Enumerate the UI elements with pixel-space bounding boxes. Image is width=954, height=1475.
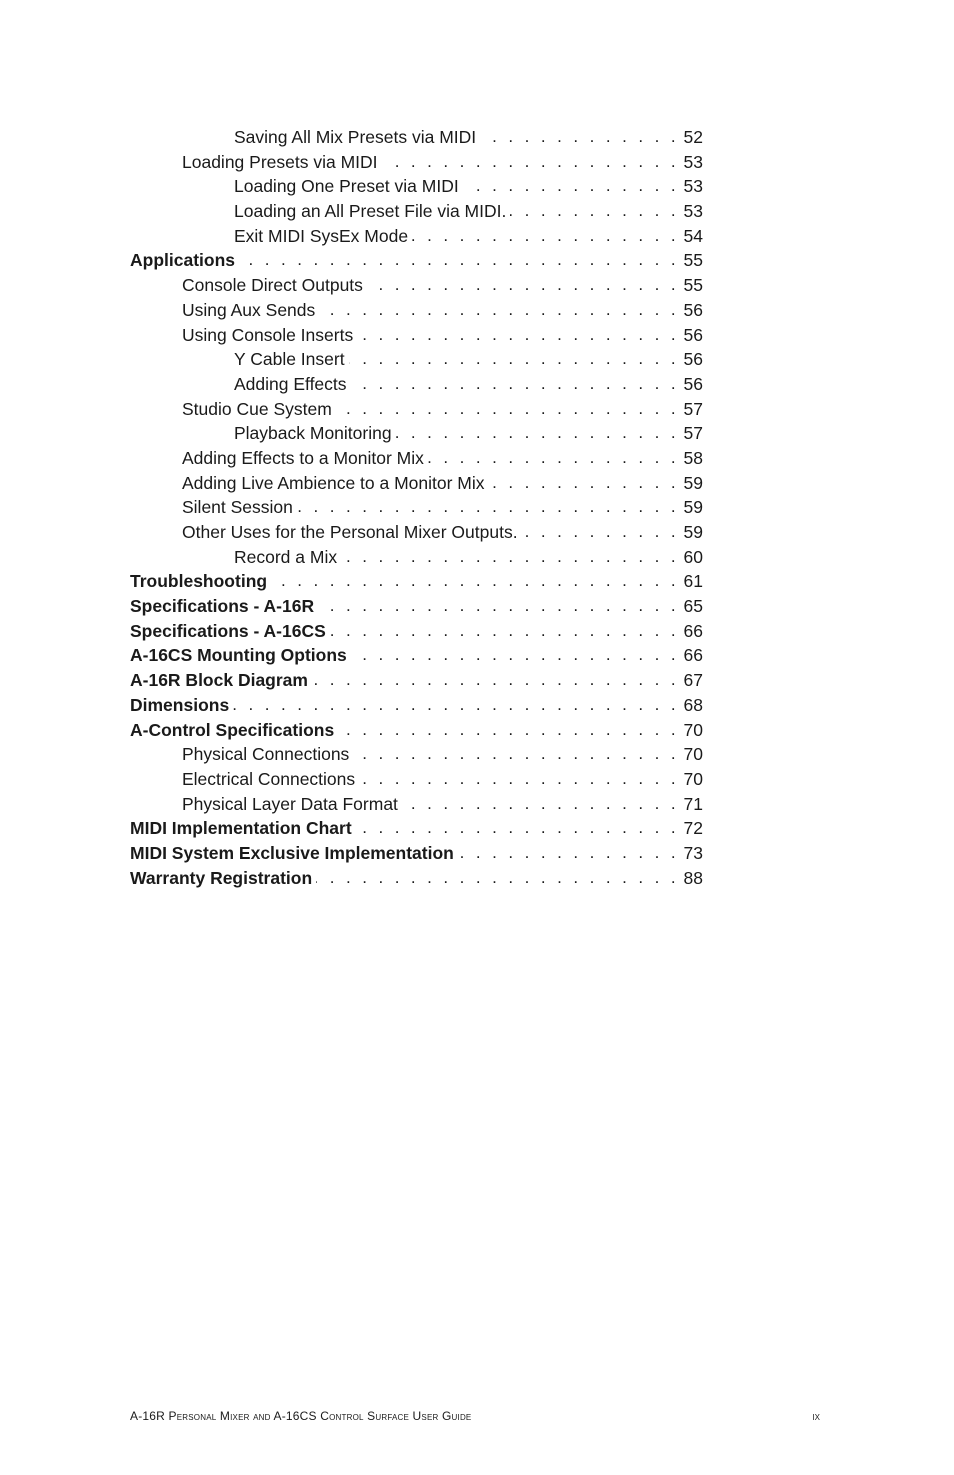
dot-leader — [367, 273, 679, 298]
toc-entry-title: Using Console Inserts — [182, 323, 357, 348]
toc-entry-title: A-16R Block Diagram — [130, 668, 312, 693]
toc-entry[interactable] — [130, 594, 703, 619]
dot-leader — [382, 150, 679, 175]
toc-entry-page-number: 56 — [679, 298, 703, 323]
toc-entry[interactable] — [130, 248, 703, 273]
toc-entry-page-number: 73 — [679, 841, 703, 866]
toc-entry-title: Adding Effects — [234, 372, 351, 397]
dot-leader — [233, 693, 679, 718]
toc-entry-title: Dimensions — [130, 693, 233, 718]
toc-entry[interactable] — [130, 298, 703, 323]
toc-entry-title: Warranty Registration — [130, 866, 316, 891]
toc-entry-page-number: 59 — [679, 495, 703, 520]
toc-entry[interactable] — [130, 742, 703, 767]
dot-leader — [351, 643, 679, 668]
toc-entry-page-number: 53 — [679, 174, 703, 199]
dot-leader — [357, 323, 679, 348]
toc-entry-page-number: 58 — [679, 446, 703, 471]
dot-leader — [359, 767, 679, 792]
toc-entry[interactable] — [130, 619, 703, 644]
toc-entry-title: Loading Presets via MIDI — [182, 150, 382, 175]
toc-entry-page-number: 67 — [679, 668, 703, 693]
dot-leader — [316, 866, 679, 891]
toc-entry-page-number: 68 — [679, 693, 703, 718]
toc-entry-page-number: 56 — [679, 372, 703, 397]
dot-leader — [522, 520, 679, 545]
toc-entry-page-number: 66 — [679, 619, 703, 644]
toc-entry[interactable] — [130, 520, 703, 545]
toc-entry-title: A-Control Specifications — [130, 718, 338, 743]
dot-leader — [402, 792, 679, 817]
toc-entry-page-number: 65 — [679, 594, 703, 619]
toc-entry-title: Y Cable Insert — [234, 347, 349, 372]
toc-entry-title: Other Uses for the Personal Mixer Outputs. — [182, 520, 522, 545]
toc-entry[interactable] — [130, 421, 703, 446]
dot-leader — [330, 619, 679, 644]
dot-leader — [349, 347, 679, 372]
toc-entry-page-number: 70 — [679, 718, 703, 743]
dot-leader — [336, 397, 679, 422]
toc-entry[interactable] — [130, 718, 703, 743]
dot-leader — [510, 199, 679, 224]
toc-entry[interactable] — [130, 446, 703, 471]
toc-entry-title: Physical Connections — [182, 742, 353, 767]
toc-entry[interactable] — [130, 125, 703, 150]
dot-leader — [318, 594, 679, 619]
toc-entry-title: Saving All Mix Presets via MIDI — [234, 125, 480, 150]
toc-entry-title: Console Direct Outputs — [182, 273, 367, 298]
toc-entry-page-number: 52 — [679, 125, 703, 150]
toc-entry-title: Specifications - A-16R — [130, 594, 318, 619]
dot-leader — [271, 569, 679, 594]
toc-entry-title: Physical Layer Data Format — [182, 792, 402, 817]
dot-leader — [396, 421, 679, 446]
toc-entry[interactable] — [130, 224, 703, 249]
toc-entry[interactable] — [130, 767, 703, 792]
toc-entry[interactable] — [130, 841, 703, 866]
toc-entry[interactable] — [130, 816, 703, 841]
toc-entry[interactable] — [130, 397, 703, 422]
toc-entry-page-number: 71 — [679, 792, 703, 817]
dot-leader — [297, 495, 679, 520]
dot-leader — [428, 446, 679, 471]
page-footer — [130, 1409, 820, 1427]
footer-page-number: ix — [812, 1409, 820, 1423]
toc-entry[interactable] — [130, 273, 703, 298]
dot-leader — [338, 718, 679, 743]
toc-entry[interactable] — [130, 792, 703, 817]
toc-entry-title: MIDI System Exclusive Implementation — [130, 841, 458, 866]
toc-entry-title: Playback Monitoring — [234, 421, 396, 446]
toc-entry-page-number: 72 — [679, 816, 703, 841]
toc-entry-page-number: 88 — [679, 866, 703, 891]
toc-entry[interactable] — [130, 569, 703, 594]
toc-entry-title: Applications — [130, 248, 239, 273]
toc-entry-page-number: 55 — [679, 248, 703, 273]
dot-leader — [351, 372, 679, 397]
toc-entry-title: Loading an All Preset File via MIDI. — [234, 199, 510, 224]
dot-leader — [239, 248, 679, 273]
toc-entry-page-number: 54 — [679, 224, 703, 249]
toc-entry[interactable] — [130, 471, 703, 496]
toc-entry-title: MIDI Implementation Chart — [130, 816, 356, 841]
toc-entry[interactable] — [130, 545, 703, 570]
dot-leader — [312, 668, 679, 693]
table-of-contents — [130, 125, 703, 890]
toc-entry-page-number: 61 — [679, 569, 703, 594]
toc-entry-page-number: 59 — [679, 471, 703, 496]
toc-entry-title: Silent Session — [182, 495, 297, 520]
toc-entry-page-number: 56 — [679, 347, 703, 372]
toc-entry[interactable] — [130, 199, 703, 224]
toc-entry-page-number: 53 — [679, 199, 703, 224]
toc-entry[interactable] — [130, 495, 703, 520]
toc-entry-page-number: 59 — [679, 520, 703, 545]
toc-entry-page-number: 70 — [679, 767, 703, 792]
footer-document-title: A-16R Personal Mixer and A-16CS Control Surface User Guide — [130, 1409, 472, 1423]
dot-leader — [480, 125, 679, 150]
toc-entry-page-number: 57 — [679, 397, 703, 422]
toc-entry-page-number: 66 — [679, 643, 703, 668]
toc-entry-title: Using Aux Sends — [182, 298, 319, 323]
toc-entry[interactable] — [130, 323, 703, 348]
toc-entry[interactable] — [130, 643, 703, 668]
toc-entry[interactable] — [130, 668, 703, 693]
toc-entry-title: Adding Live Ambience to a Monitor Mix — [182, 471, 489, 496]
toc-entry[interactable] — [130, 866, 703, 891]
toc-entry-title: Adding Effects to a Monitor Mix — [182, 446, 428, 471]
dot-leader — [463, 174, 679, 199]
toc-entry[interactable] — [130, 174, 703, 199]
toc-entry-title: A-16CS Mounting Options — [130, 643, 351, 668]
toc-entry-page-number: 70 — [679, 742, 703, 767]
dot-leader — [353, 742, 679, 767]
toc-entry-page-number: 53 — [679, 150, 703, 175]
toc-entry[interactable] — [130, 693, 703, 718]
dot-leader — [341, 545, 679, 570]
dot-leader — [458, 841, 679, 866]
toc-entry-title: Exit MIDI SysEx Mode — [234, 224, 412, 249]
toc-entry-page-number: 55 — [679, 273, 703, 298]
dot-leader — [356, 816, 679, 841]
toc-entry-title: Troubleshooting — [130, 569, 271, 594]
toc-entry[interactable] — [130, 347, 703, 372]
toc-entry-page-number: 60 — [679, 545, 703, 570]
dot-leader — [489, 471, 679, 496]
toc-entry[interactable] — [130, 150, 703, 175]
toc-entry-title: Specifications - A-16CS — [130, 619, 330, 644]
toc-entry-page-number: 57 — [679, 421, 703, 446]
toc-entry-title: Loading One Preset via MIDI — [234, 174, 463, 199]
toc-entry-title: Studio Cue System — [182, 397, 336, 422]
toc-entry-title: Record a Mix — [234, 545, 341, 570]
toc-entry-title: Electrical Connections — [182, 767, 359, 792]
dot-leader — [319, 298, 679, 323]
dot-leader — [412, 224, 679, 249]
toc-entry[interactable] — [130, 372, 703, 397]
toc-entry-page-number: 56 — [679, 323, 703, 348]
